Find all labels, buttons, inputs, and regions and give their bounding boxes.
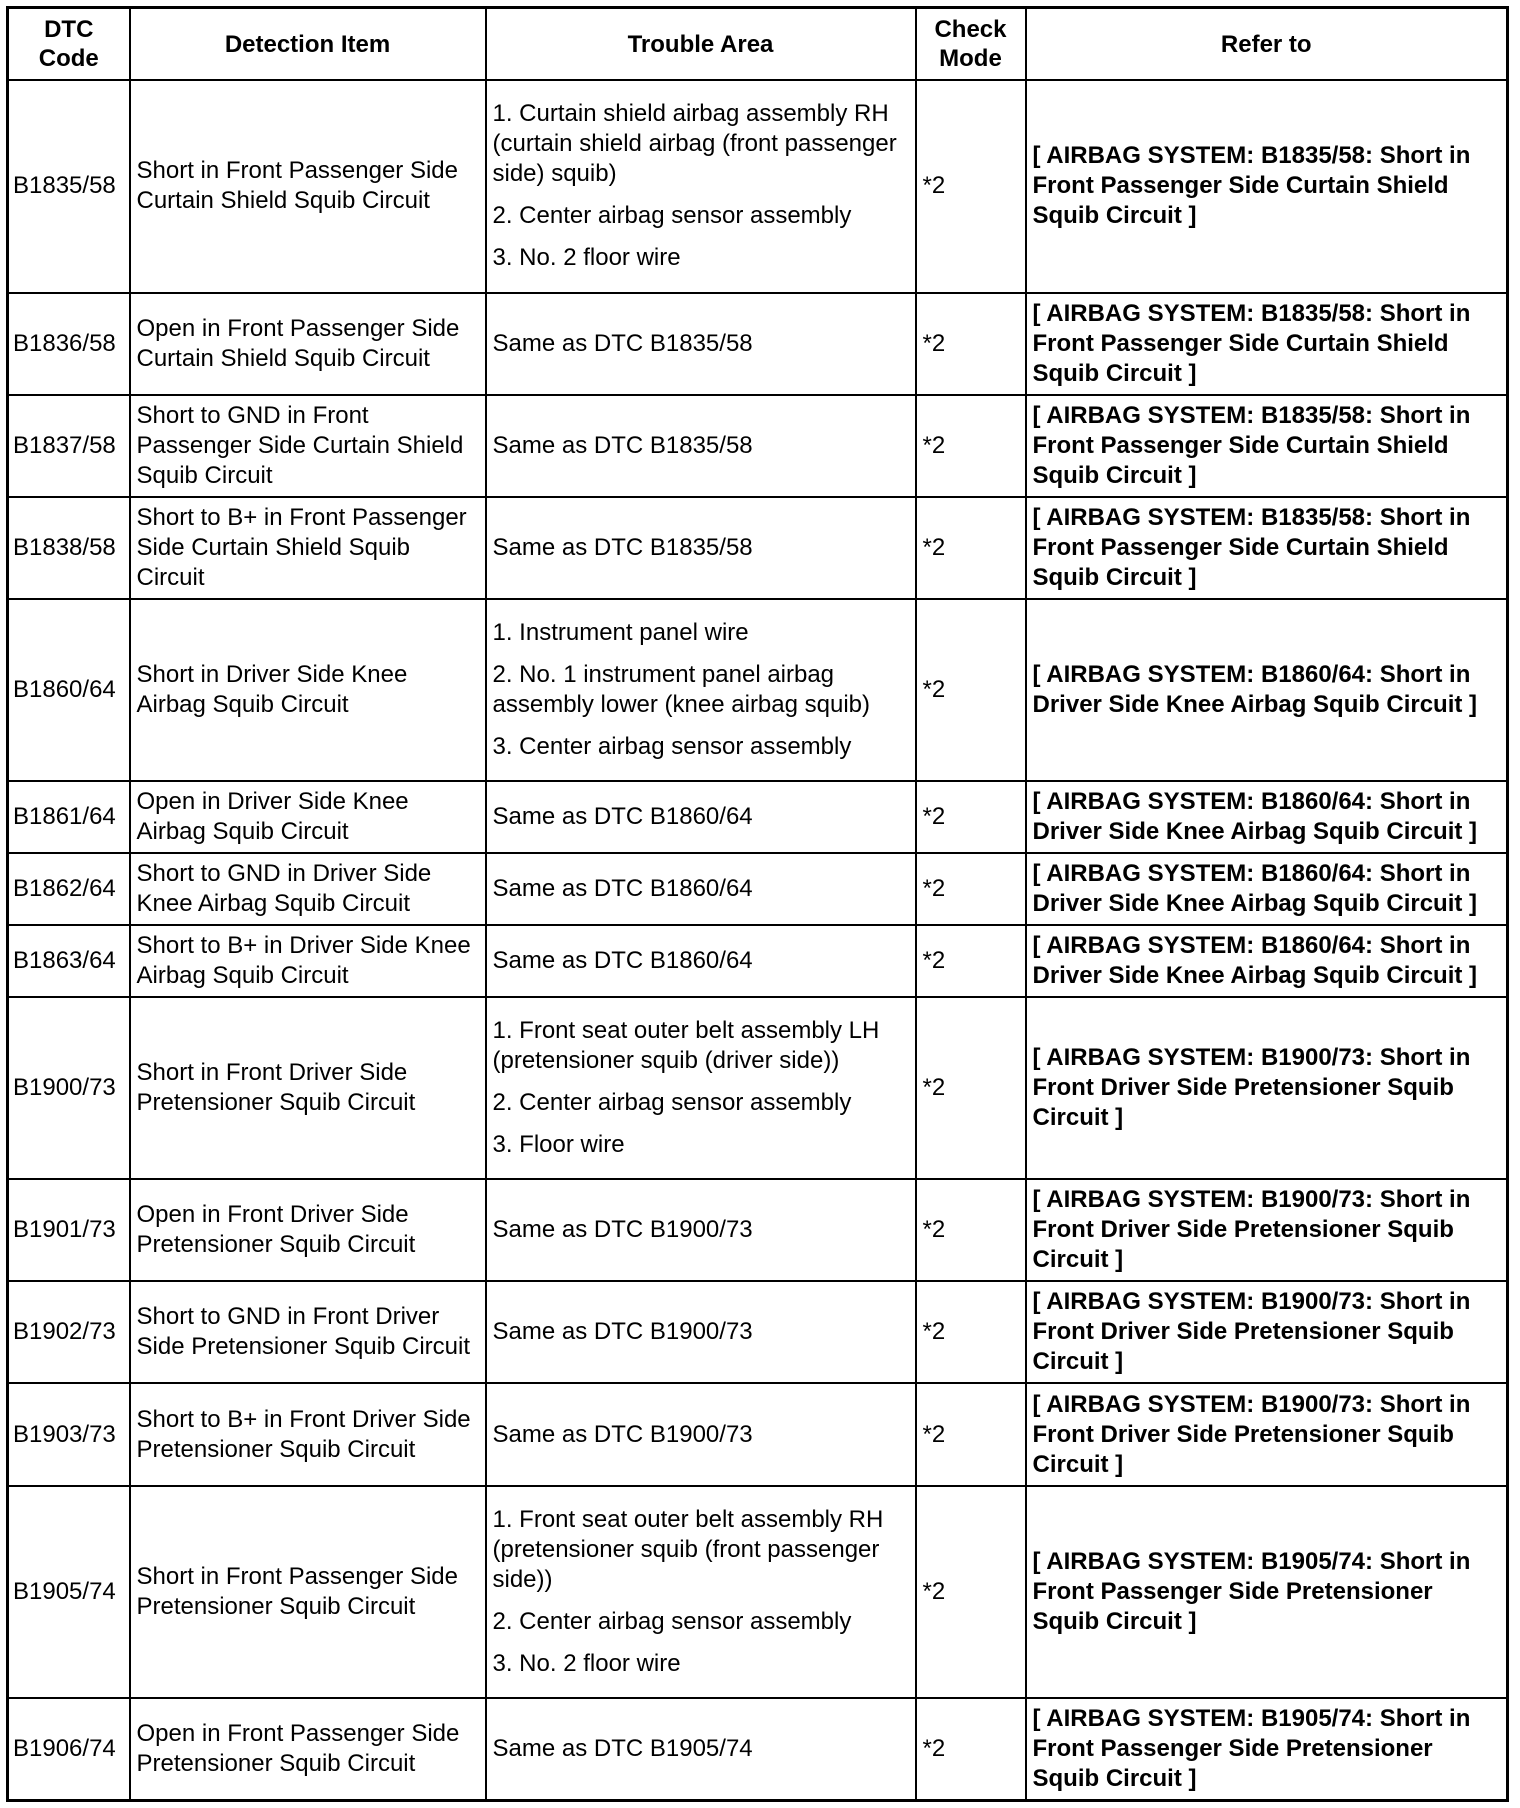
check-mode-cell: *2	[916, 853, 1026, 925]
table-row	[8, 497, 1508, 599]
table-row	[8, 853, 1508, 925]
dtc-code-cell: B1902/73	[8, 1281, 130, 1383]
check-mode-cell: *2	[916, 1486, 1026, 1699]
trouble-area-item: Same as DTC B1900/73	[492, 1420, 753, 1448]
dtc-code-cell: B1901/73	[8, 1179, 130, 1281]
table-row	[8, 1383, 1508, 1485]
refer-to-cell: [ AIRBAG SYSTEM: B1905/74: Short in Front Passenger Side Pretensioner Squib Circuit ]	[1026, 1486, 1508, 1699]
trouble-area-cell	[486, 925, 916, 997]
trouble-area-item: Same as DTC B1900/73	[492, 1215, 753, 1243]
trouble-area-item: Same as DTC B1835/58	[492, 431, 753, 459]
dtc-code-cell: B1837/58	[8, 395, 130, 497]
refer-to-cell: [ AIRBAG SYSTEM: B1835/58: Short in Front Passenger Side Curtain Shield Squib Circuit ]	[1026, 80, 1508, 293]
refer-to-cell: [ AIRBAG SYSTEM: B1860/64: Short in Driver Side Knee Airbag Squib Circuit ]	[1026, 781, 1508, 853]
trouble-area-cell	[486, 1486, 916, 1699]
detection-item-cell: Open in Front Passenger Side Curtain Shield Squib Circuit	[130, 293, 486, 395]
detection-item-cell: Short in Front Passenger Side Pretensioner Squib Circuit	[130, 1486, 486, 1699]
dtc-code-cell: B1900/73	[8, 997, 130, 1178]
check-mode-cell: *2	[916, 781, 1026, 853]
trouble-area-item: Same as DTC B1860/64	[492, 802, 753, 830]
refer-to-cell: [ AIRBAG SYSTEM: B1900/73: Short in Front Driver Side Pretensioner Squib Circuit ]	[1026, 1179, 1508, 1281]
dtc-code-cell: B1906/74	[8, 1698, 130, 1800]
header-detection-item: Detection Item	[130, 8, 486, 81]
table-row	[8, 1486, 1508, 1699]
trouble-area-item: Same as DTC B1835/58	[492, 534, 753, 562]
refer-to-cell: [ AIRBAG SYSTEM: B1860/64: Short in Driver Side Knee Airbag Squib Circuit ]	[1026, 599, 1508, 780]
check-mode-cell: *2	[916, 1281, 1026, 1383]
dtc-code-cell: B1861/64	[8, 781, 130, 853]
trouble-area-item: 3. Floor wire	[492, 1131, 625, 1159]
check-mode-cell: *2	[916, 997, 1026, 1178]
trouble-area-item: 2. No. 1 instrument panel airbag assembly lower (knee airbag squib)	[492, 661, 871, 719]
trouble-area-cell	[486, 997, 916, 1178]
trouble-area-cell	[486, 1698, 916, 1800]
trouble-area-cell	[486, 853, 916, 925]
table-row	[8, 997, 1508, 1178]
refer-to-cell: [ AIRBAG SYSTEM: B1900/73: Short in Front Driver Side Pretensioner Squib Circuit ]	[1026, 1383, 1508, 1485]
detection-item-cell: Short to GND in Driver Side Knee Airbag Squib Circuit	[130, 853, 486, 925]
refer-to-cell: [ AIRBAG SYSTEM: B1860/64: Short in Driver Side Knee Airbag Squib Circuit ]	[1026, 925, 1508, 997]
dtc-code-cell: B1905/74	[8, 1486, 130, 1699]
header-check-mode: Check Mode	[916, 8, 1026, 81]
table-row	[8, 293, 1508, 395]
refer-to-cell: [ AIRBAG SYSTEM: B1860/64: Short in Driver Side Knee Airbag Squib Circuit ]	[1026, 853, 1508, 925]
table-body	[8, 80, 1508, 1801]
detection-item-cell: Short to B+ in Driver Side Knee Airbag Squib Circuit	[130, 925, 486, 997]
trouble-area-cell	[486, 1179, 916, 1281]
check-mode-cell: *2	[916, 1698, 1026, 1800]
trouble-area-cell	[486, 1281, 916, 1383]
trouble-area-item: 1. Instrument panel wire	[492, 619, 749, 647]
trouble-area-item: 1. Front seat outer belt assembly RH (pretensioner squib (front passenger side))	[492, 1505, 884, 1593]
header-dtc-code: DTC Code	[8, 8, 130, 81]
dtc-code-cell: B1863/64	[8, 925, 130, 997]
trouble-area-item: Same as DTC B1905/74	[492, 1735, 753, 1763]
trouble-area-cell	[486, 497, 916, 599]
trouble-area-cell	[486, 395, 916, 497]
header-refer-to: Refer to	[1026, 8, 1508, 81]
dtc-code-cell: B1835/58	[8, 80, 130, 293]
header-row	[8, 8, 1508, 81]
dtc-table	[6, 6, 1509, 1802]
table-row	[8, 599, 1508, 780]
check-mode-cell: *2	[916, 599, 1026, 780]
trouble-area-item: 1. Front seat outer belt assembly LH (pretensioner squib (driver side))	[492, 1017, 880, 1075]
check-mode-cell: *2	[916, 925, 1026, 997]
detection-item-cell: Short to B+ in Front Passenger Side Curtain Shield Squib Circuit	[130, 497, 486, 599]
trouble-area-item: 1. Curtain shield airbag assembly RH (curtain shield airbag (front passenger side) squib)	[492, 100, 897, 188]
refer-to-cell: [ AIRBAG SYSTEM: B1835/58: Short in Front Passenger Side Curtain Shield Squib Circuit ]	[1026, 293, 1508, 395]
check-mode-cell: *2	[916, 1179, 1026, 1281]
trouble-area-item: Same as DTC B1900/73	[492, 1318, 753, 1346]
trouble-area-item: 3. No. 2 floor wire	[492, 244, 681, 272]
refer-to-cell: [ AIRBAG SYSTEM: B1900/73: Short in Front Driver Side Pretensioner Squib Circuit ]	[1026, 997, 1508, 1178]
dtc-code-cell: B1862/64	[8, 853, 130, 925]
trouble-area-item: 3. Center airbag sensor assembly	[492, 733, 852, 761]
trouble-area-item: Same as DTC B1860/64	[492, 947, 753, 975]
trouble-area-cell	[486, 293, 916, 395]
table-row	[8, 1179, 1508, 1281]
trouble-area-item: Same as DTC B1835/58	[492, 329, 753, 357]
detection-item-cell: Open in Driver Side Knee Airbag Squib Circuit	[130, 781, 486, 853]
trouble-area-cell	[486, 599, 916, 780]
trouble-area-cell	[486, 80, 916, 293]
check-mode-cell: *2	[916, 395, 1026, 497]
detection-item-cell: Short to B+ in Front Driver Side Pretensioner Squib Circuit	[130, 1383, 486, 1485]
refer-to-cell: [ AIRBAG SYSTEM: B1900/73: Short in Front Driver Side Pretensioner Squib Circuit ]	[1026, 1281, 1508, 1383]
refer-to-cell: [ AIRBAG SYSTEM: B1835/58: Short in Front Passenger Side Curtain Shield Squib Circuit ]	[1026, 497, 1508, 599]
detection-item-cell: Open in Front Driver Side Pretensioner Squib Circuit	[130, 1179, 486, 1281]
check-mode-cell: *2	[916, 1383, 1026, 1485]
table-row	[8, 781, 1508, 853]
detection-item-cell: Short to GND in Front Driver Side Pretensioner Squib Circuit	[130, 1281, 486, 1383]
trouble-area-cell	[486, 781, 916, 853]
table-row	[8, 925, 1508, 997]
check-mode-cell: *2	[916, 293, 1026, 395]
trouble-area-item: Same as DTC B1860/64	[492, 875, 753, 903]
detection-item-cell: Short in Front Driver Side Pretensioner Squib Circuit	[130, 997, 486, 1178]
dtc-code-cell: B1836/58	[8, 293, 130, 395]
dtc-code-cell: B1860/64	[8, 599, 130, 780]
table-row	[8, 80, 1508, 293]
table-row	[8, 1281, 1508, 1383]
check-mode-cell: *2	[916, 497, 1026, 599]
detection-item-cell: Short to GND in Front Passenger Side Curtain Shield Squib Circuit	[130, 395, 486, 497]
dtc-code-cell: B1903/73	[8, 1383, 130, 1485]
trouble-area-item: 3. No. 2 floor wire	[492, 1649, 681, 1677]
detection-item-cell: Open in Front Passenger Side Pretensioner Squib Circuit	[130, 1698, 486, 1800]
table-row	[8, 1698, 1508, 1800]
trouble-area-item: 2. Center airbag sensor assembly	[492, 202, 852, 230]
detection-item-cell: Short in Front Passenger Side Curtain Shield Squib Circuit	[130, 80, 486, 293]
refer-to-cell: [ AIRBAG SYSTEM: B1905/74: Short in Front Passenger Side Pretensioner Squib Circuit ]	[1026, 1698, 1508, 1800]
refer-to-cell: [ AIRBAG SYSTEM: B1835/58: Short in Front Passenger Side Curtain Shield Squib Circuit ]	[1026, 395, 1508, 497]
dtc-code-cell: B1838/58	[8, 497, 130, 599]
table-row	[8, 395, 1508, 497]
header-trouble-area: Trouble Area	[486, 8, 916, 81]
trouble-area-item: 2. Center airbag sensor assembly	[492, 1089, 852, 1117]
detection-item-cell: Short in Driver Side Knee Airbag Squib Circuit	[130, 599, 486, 780]
trouble-area-item: 2. Center airbag sensor assembly	[492, 1607, 852, 1635]
trouble-area-cell	[486, 1383, 916, 1485]
check-mode-cell: *2	[916, 80, 1026, 293]
